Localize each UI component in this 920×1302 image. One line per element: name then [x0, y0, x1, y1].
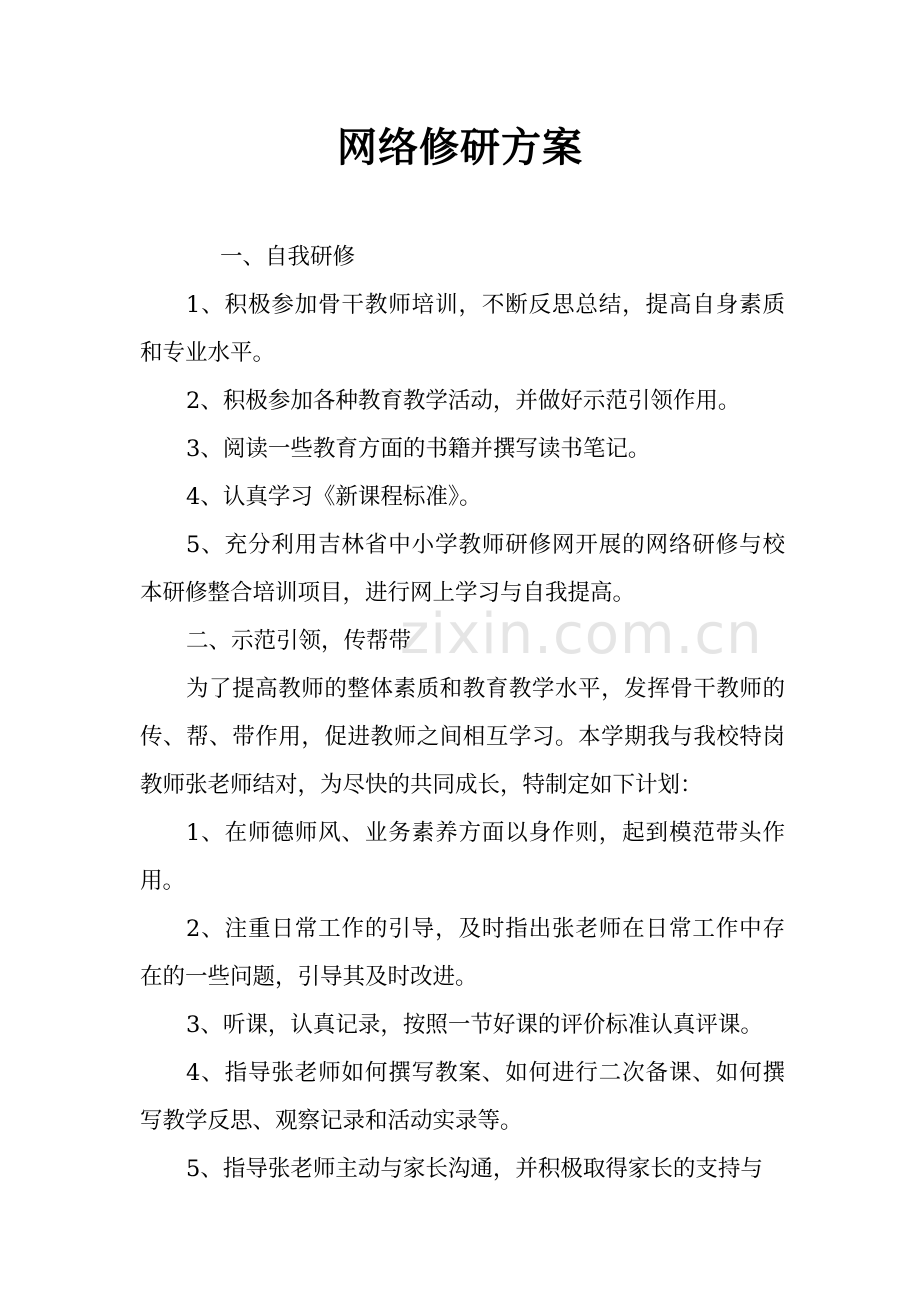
paragraph-plan-4: 4、指导张老师如何撰写教案、如何进行二次备课、如何撰写教学反思、观察记录和活动实录等。	[140, 1060, 785, 1134]
paragraph-plan-2: 2、注重日常工作的引导，及时指出张老师在日常工作中存在的一些问题，引导其及时改进。	[140, 916, 785, 990]
paragraph-plan-3: 3、听课，认真记录，按照一节好课的评价标准认真评课。	[186, 1012, 763, 1038]
paragraph-plan-5: 5、指导张老师主动与家长沟通，并积极取得家长的支持与	[186, 1156, 763, 1182]
paragraph-item-2: 2、积极参加各种教育教学活动，并做好示范引领作用。	[186, 388, 741, 414]
paragraph-item-4: 4、认真学习《新课程标准》。	[186, 484, 482, 510]
watermark-text: zixin.com.cn	[400, 602, 763, 667]
paragraph-plan-1: 1、在师德师风、业务素养方面以身作则，起到模范带头作用。	[140, 820, 785, 894]
paragraph-item-3: 3、阅读一些教育方面的书籍并撰写读书笔记。	[186, 436, 651, 462]
paragraph-item-5: 5、充分利用吉林省中小学教师研修网开展的网络研修与校本研修整合培训项目，进行网上学习与自我提高。	[140, 532, 785, 606]
section-heading-mentoring: 二、示范引领，传帮带	[186, 628, 412, 654]
section-heading-self-study: 一、自我研修	[220, 244, 356, 270]
document-title: 网络修研方案	[337, 124, 583, 171]
document-body	[140, 233, 785, 1193]
paragraph-item-1: 1、积极参加骨干教师培训，不断反思总结，提高自身素质和专业水平。	[140, 292, 785, 366]
paragraph-intro: 为了提高教师的整体素质和教育教学水平，发挥骨干教师的传、帮、带作用，促进教师之间相互学习。本学期我与我校特岗教师张老师结对，为尽快的共同成长，特制定如下计划：	[140, 676, 785, 798]
